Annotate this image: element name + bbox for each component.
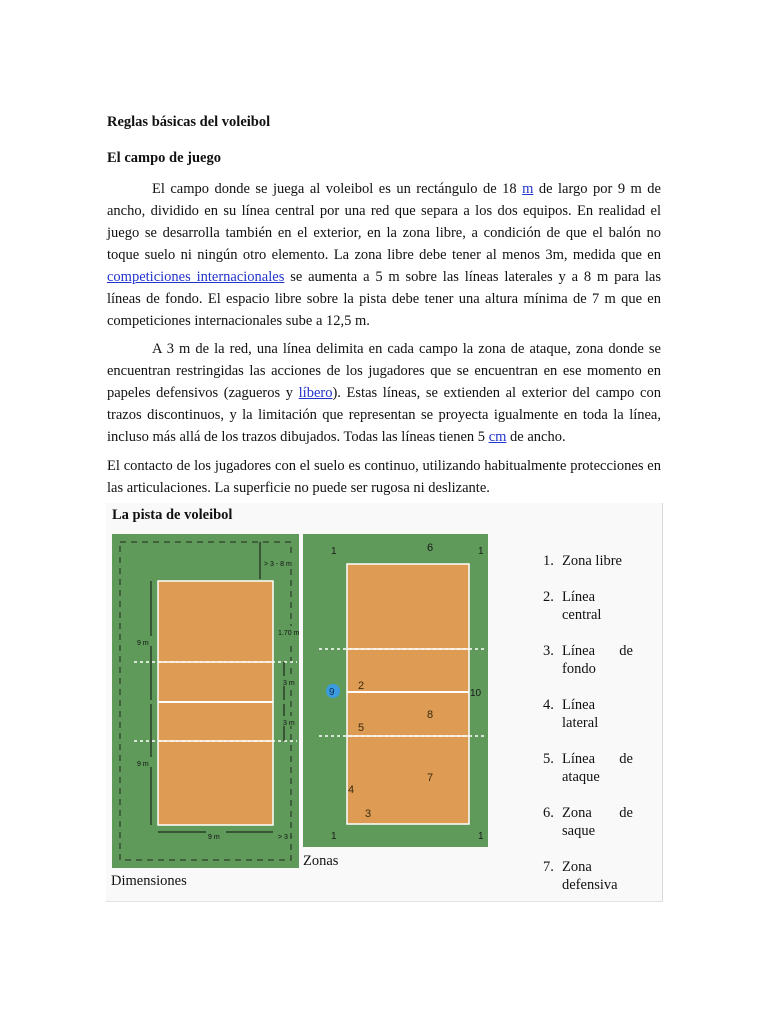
legend-item: 5. Línea de ataque bbox=[543, 751, 633, 785]
zone-label-9: 9 bbox=[329, 687, 335, 698]
link-metro[interactable]: m bbox=[522, 181, 534, 197]
legend-item: 2. Línea central bbox=[543, 589, 602, 623]
legend-item: 3. Línea de fondo bbox=[543, 643, 633, 677]
zone-label-1-top-left: 1 bbox=[331, 546, 337, 557]
label-attack-top: 3 m bbox=[283, 680, 295, 687]
label-side-free: > 3 - bbox=[278, 834, 293, 841]
section-heading: El campo de juego bbox=[107, 150, 221, 166]
zone-label-1-bottom-right: 1 bbox=[478, 831, 484, 842]
zone-label-1-bottom-left: 1 bbox=[331, 831, 337, 842]
zone-label-7: 7 bbox=[427, 772, 434, 784]
paragraph-contacto: El contacto de los jugadores con el suelo es continuo, utilizando habitualmente protecciones en las articulaciones. La superficie no puede ser rugosa ni deslizante. bbox=[107, 458, 661, 496]
dimensions-caption: Dimensiones bbox=[111, 873, 187, 889]
link-competiciones-internacionales[interactable]: competiciones internacionales bbox=[107, 269, 285, 285]
document-title: Reglas básicas del voleibol bbox=[107, 114, 271, 130]
label-net-clearance: 1.70 m bbox=[278, 630, 299, 637]
zonas-caption: Zonas bbox=[303, 853, 339, 869]
zone-label-4: 4 bbox=[348, 784, 355, 796]
paragraph-zona-ataque: A 3 m de la red, una línea delimita en cada campo la zona de ataque, zona donde se encuentran restringidas las acciones de los jugadores que se encuentran en ese momento en papeles defensivos (zagueros y líbero). Estas líneas, se extienden al exterior del campo con trazos discontinuos, y la limitación que representan se proyecta igualmente en toda la línea, incluso más allá de los trazos dibujados. Todas las líneas tienen 5 cm de ancho. bbox=[107, 341, 661, 445]
figure-box-title: La pista de voleibol bbox=[112, 507, 233, 523]
court-legend-list bbox=[543, 552, 633, 912]
zone-label-1-top-right: 1 bbox=[478, 546, 484, 557]
link-libero[interactable]: líbero bbox=[298, 385, 333, 401]
paragraph-campo: El campo donde se juega al voleibol es un rectángulo de 18 m de largo por 9 m de ancho, dividido en su línea central por una red que separa a los dos equipos. En realidad el juego se desarrolla también en el exterior, en la zona libre, a condición de que el balón no toque suelo ni ningún otro elemento. La zona libre debe tener al menos 3m, medida que en competiciones internacionales se aumenta a 5 m sobre las líneas laterales y a 8 m para las líneas de fondo. El espacio libre sobre la pista debe tener una altura mínima de 7 m que en competiciones internacionales sube a 12,5 m. bbox=[107, 181, 661, 329]
zone-label-2: 2 bbox=[358, 680, 365, 692]
label-half-bottom: 9 m bbox=[137, 761, 149, 768]
zone-label-6: 6 bbox=[427, 542, 434, 554]
court-dimensions-diagram bbox=[112, 534, 299, 868]
label-free-zone: > 3 - 8 m bbox=[264, 561, 292, 568]
legend-item: 4. Línea lateral bbox=[543, 697, 599, 731]
zone-label-3: 3 bbox=[365, 808, 372, 820]
zone-label-5: 5 bbox=[358, 722, 365, 734]
zone-label-8: 8 bbox=[427, 709, 434, 721]
zones-court bbox=[347, 564, 469, 824]
label-half-top: 9 m bbox=[137, 640, 149, 647]
zone-label-10: 10 bbox=[470, 688, 482, 699]
legend-item: 7. Zona defensiva bbox=[543, 859, 618, 893]
legend-item: 6. Zona de saque bbox=[543, 805, 633, 839]
legend-item: 1. Zona libre bbox=[543, 553, 622, 569]
label-width: 9 m bbox=[208, 834, 220, 841]
link-centimetro[interactable]: cm bbox=[488, 429, 507, 445]
court-zones-diagram bbox=[303, 534, 488, 847]
label-attack-bottom: 3 m bbox=[283, 720, 295, 727]
